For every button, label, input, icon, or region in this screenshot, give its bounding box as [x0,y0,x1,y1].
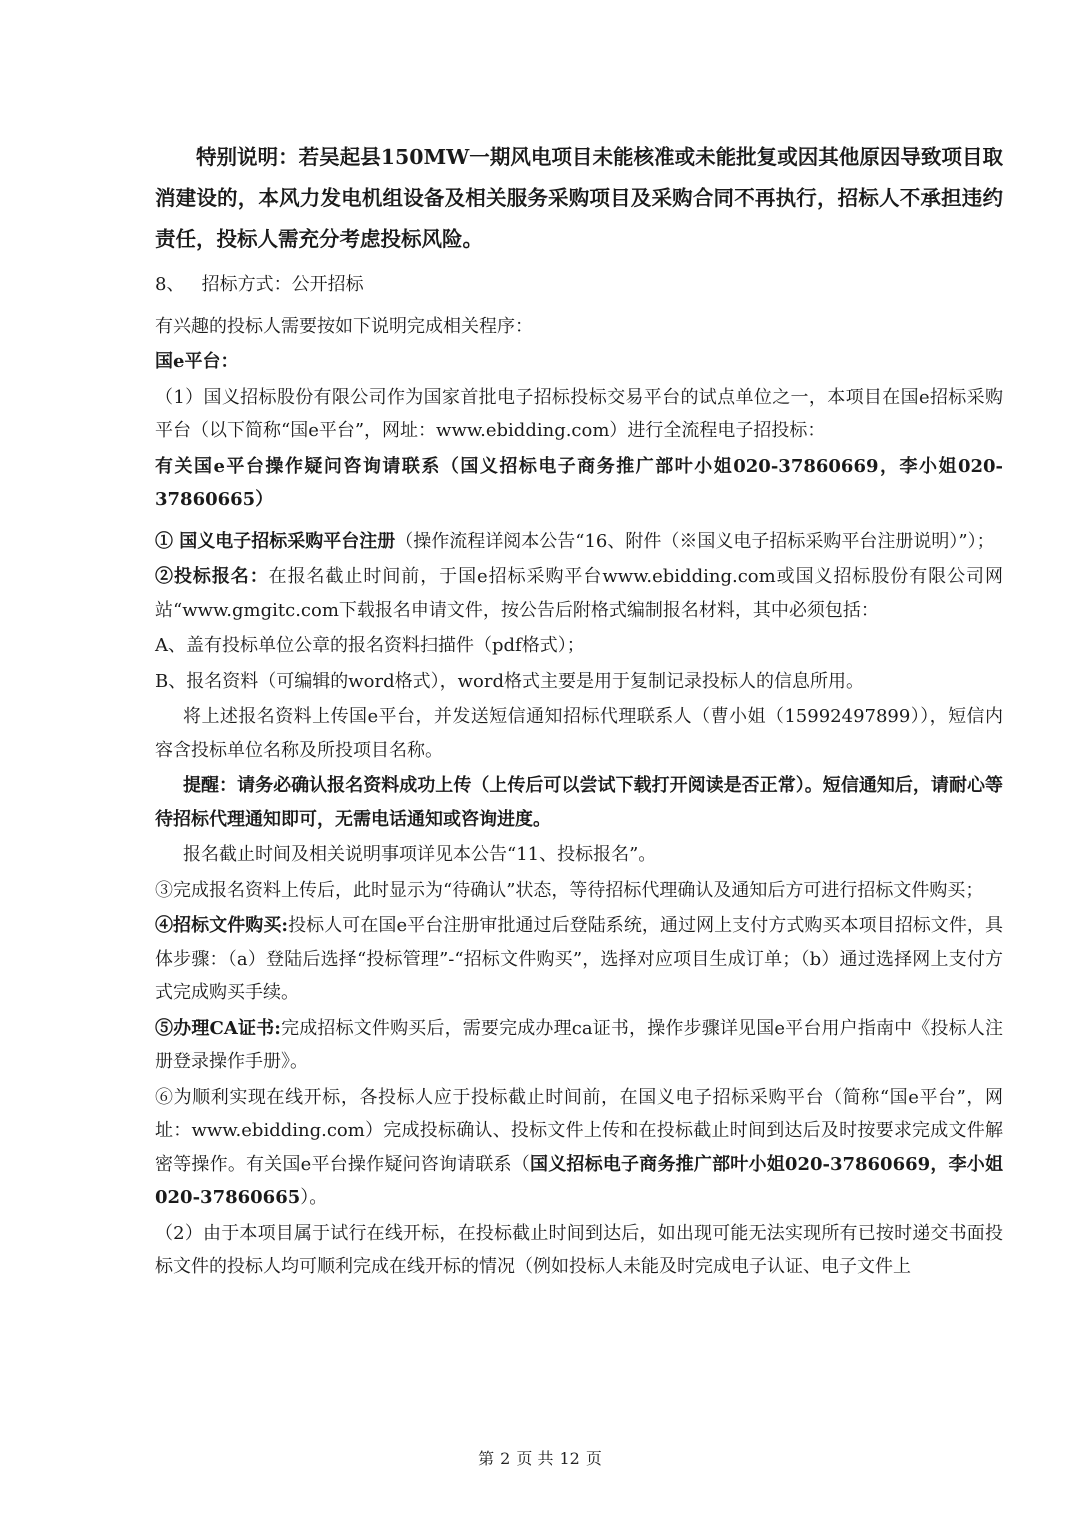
section-8-text: 招标方式：公开招标 [201,274,364,295]
section-8 [155,268,1003,302]
step-6-contact: 国义招标电子商务推广部叶小姐020-37860669，李小姐020-37860665 [155,1153,1003,1208]
platform-heading: 国e平台： [155,351,239,372]
step-6 [155,1081,1003,1215]
item-a: A、盖有投标单位公章的报名资料扫描件（pdf格式）； [155,635,585,656]
step-3: ③完成报名资料上传后，此时显示为“待确认”状态，等待招标代理确认及通知后方可进行招标文件购买； [155,879,984,901]
intro-text: 有兴趣的投标人需要按如下说明完成相关程序： [155,315,533,337]
step-6-text: ⑥为顺利实现在线开标，各投标人应于投标截止时间前，在国义电子招标采购平台（简称“国e平台”，网址：www.ebidding.com）完成投标确认、投标文件上传和在投标截止时间到达后及时按要求完成文件解密等操作。有关国e平台操作疑问咨询请联系（ [155,1086,1003,1175]
footer-prefix: 第 [478,1449,495,1468]
step-5-text: 完成招标文件购买后，需要完成办理ca证书，操作步骤详见国e平台用户指南中《投标人注册登录操作手册》。 [155,1017,1004,1072]
footer-total-pages: 12 [559,1449,580,1468]
step-1-title: ① 国义电子招标采购平台注册 [155,530,396,552]
reminder: 提醒：请务必确认报名资料成功上传（上传后可以尝试下载打开阅读是否正常）。短信通知后，请耐心等待招标代理通知即可，无需电话通知或咨询进度。 [155,775,1003,830]
step-4 [155,909,1003,1010]
item-2: （2）由于本项目属于试行在线开标，在投标截止时间到达后，如出现可能无法实现所有已按时递交书面投标文件的投标人均可顺利完成在线开标的情况（例如投标人未能及时完成电子认证、电子文件上 [155,1222,1003,1277]
deadline-note: 报名截止时间及相关说明事项详见本公告“11、投标报名”。 [183,844,657,865]
step-1-text: （操作流程详阅本公告“16、附件（※国义电子招标采购平台注册说明）”）； [395,530,995,552]
item-1: （1）国义招标股份有限公司作为国家首批电子招标投标交易平台的试点单位之一，本项目在国e招标采购平台（以下简称“国e平台”，网址：www.ebidding.com）进行全流程电子招投标： [155,386,1003,441]
special-note: 特别说明：若吴起县150MW一期风电项目未能核准或未能批复或因其他原因导致项目取消建设的，本风力发电机组设备及相关服务采购项目及采购合同不再执行，招标人不承担违约责任，投标人需充分考虑投标风险。 [155,145,1003,251]
step-2-text: 在报名截止时间前，于国e招标采购平台www.ebidding.com或国义招标股份有限公司网站“www.gmgitc.com下载报名申请文件，按公告后附格式编制报名材料，其中必须包括： [155,566,1004,621]
contact-1: 有关国e平台操作疑问咨询请联系（国义招标电子商务推广部叶小姐020-37860669，李小姐020-37860665） [155,455,1003,510]
page-footer [0,1446,1080,1469]
step-2 [155,560,1003,627]
step-2-title: ②投标报名： [155,566,269,587]
step-4-title: ④招标文件购买: [155,915,289,936]
footer-mid: 页 共 [516,1449,554,1468]
step-5-title: ⑤办理CA证书: [155,1017,281,1039]
upload-note: 将上述报名资料上传国e平台，并发送短信通知招标代理联系人（曹小姐（15992497899）），短信内容含投标单位名称及所投项目名称。 [155,706,1003,761]
step-6-tail: ）。 [300,1187,328,1208]
step-1 [155,525,1003,559]
item-b: B、报名资料（可编辑的word格式），word格式主要是用于复制记录投标人的信息所用。 [155,670,864,692]
page-body [155,137,1003,1284]
footer-page-number: 2 [500,1449,511,1468]
step-5 [155,1012,1003,1079]
step-4-text: 投标人可在国e平台注册审批通过后登陆系统，通过网上支付方式购买本项目招标文件，具体步骤：（a）登陆后选择“投标管理”-“招标文件购买”，选择对应项目生成订单；（b）通过选择网上支付方式完成购买手续。 [155,915,1003,1003]
footer-suffix: 页 [585,1449,602,1468]
section-8-number: 8、 [155,274,185,295]
